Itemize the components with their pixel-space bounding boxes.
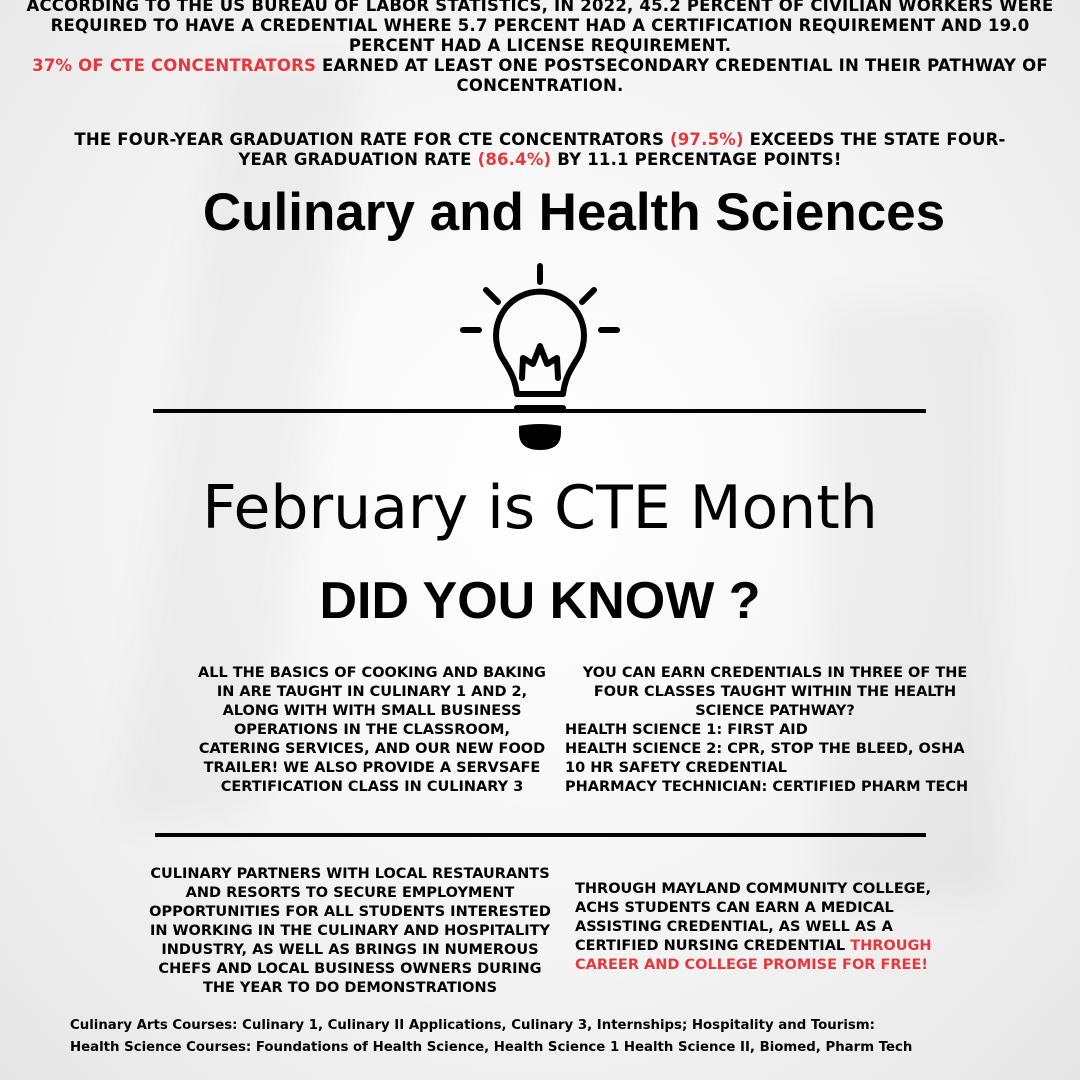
grad-text-part: BY 11.1 PERCENTAGE POINTS! xyxy=(551,150,842,169)
course-list xyxy=(70,1015,912,1059)
credential-item: HEALTH SCIENCE 1: FIRST AID xyxy=(565,722,808,738)
culinary-courses: Culinary Arts Courses: Culinary 1, Culinary II Applications, Culinary 3, Internships; Hospitality and Tourism: xyxy=(70,1018,875,1033)
divider-line xyxy=(153,409,926,413)
did-you-know-heading: DID YOU KNOW ? xyxy=(319,572,761,630)
grad-text-part: THE FOUR-YEAR GRADUATION RATE FOR CTE CONCENTRATORS xyxy=(74,130,670,149)
labor-statistics-text xyxy=(8,0,1072,96)
ccp-highlight: THROUGH CAREER AND COLLEGE PROMISE FOR FREE! xyxy=(575,938,932,973)
health-courses: Health Science Courses: Foundations of Health Science, Health Science 1 Health Science II, Biomed, Pharm Tech xyxy=(70,1040,913,1055)
labor-stat-line: ACCORDING TO THE US BUREAU OF LABOR STATISTICS, IN 2022, 45.2 PERCENT OF CIVILIAN WORKERS WERE REQUIRED TO HAVE A CREDENTIAL WHERE 5.7 PERCENT HAD A CERTIFICATION REQUIREMENT AND 19.0 PERCENT HAD A LICENSE REQUIREMENT. xyxy=(26,0,1054,55)
cte-concentrator-highlight: 37% OF CTE CONCENTRATORS xyxy=(32,56,317,75)
light-bulb-icon xyxy=(455,258,625,458)
culinary-info-block: ALL THE BASICS OF COOKING AND BAKING IN ARE TAUGHT IN CULINARY 1 AND 2, ALONG WITH WITH SMALL BUSINESS OPERATIONS IN THE CLASSROOM, CATERING SERVICES, AND OUR NEW FOOD TRAILER! WE ALSO PROVIDE A SERVSAFE CERTIFICATION CLASS IN CULINARY 3 xyxy=(198,665,546,795)
culinary-partners-block: CULINARY PARTNERS WITH LOCAL RESTAURANTS AND RESORTS TO SECURE EMPLOYMENT OPPORTUNITIES FOR ALL STUDENTS INTERESTED IN WORKING IN THE CULINARY AND HOSPITALITY INDUSTRY, AS WELL AS BRINGS IN NUMEROUS CHEFS AND LOCAL BUSINESS OWNERS DURING THE YEAR TO DO DEMONSTRATIONS xyxy=(149,866,551,996)
credential-item: PHARMACY TECHNICIAN: CERTIFIED PHARM TECH xyxy=(565,779,969,795)
cte-concentrator-text: EARNED AT LEAST ONE POSTSECONDARY CREDENTIAL IN THEIR PATHWAY OF CONCENTRATION. xyxy=(316,56,1048,95)
credential-item: HEALTH SCIENCE 2: CPR, STOP THE BLEED, OSHA 10 HR SAFETY CREDENTIAL xyxy=(565,741,965,776)
health-science-info-block xyxy=(565,664,985,797)
health-science-intro: YOU CAN EARN CREDENTIALS IN THREE OF THE FOUR CLASSES TAUGHT WITHIN THE HEALTH SCIENCE PATHWAY? xyxy=(582,665,968,719)
graduation-rate-text xyxy=(60,130,1020,170)
divider-line xyxy=(155,833,926,837)
cte-rate-value: (97.5%) xyxy=(670,130,744,149)
mayland-text: THROUGH MAYLAND COMMUNITY COLLEGE, ACHS STUDENTS CAN EARN A MEDICAL ASSISTING CREDENTIAL, AS WELL AS A CERTIFIED NURSING CREDENTIAL xyxy=(575,881,932,954)
grad-text-part: EXCEEDS THE STATE FOUR-YEAR GRADUATION RATE xyxy=(238,130,1006,169)
page-title: Culinary and Health Sciences xyxy=(202,183,946,242)
cte-month-banner: February is CTE Month xyxy=(202,473,878,543)
state-rate-value: (86.4%) xyxy=(477,150,552,169)
mayland-college-block xyxy=(575,880,970,975)
